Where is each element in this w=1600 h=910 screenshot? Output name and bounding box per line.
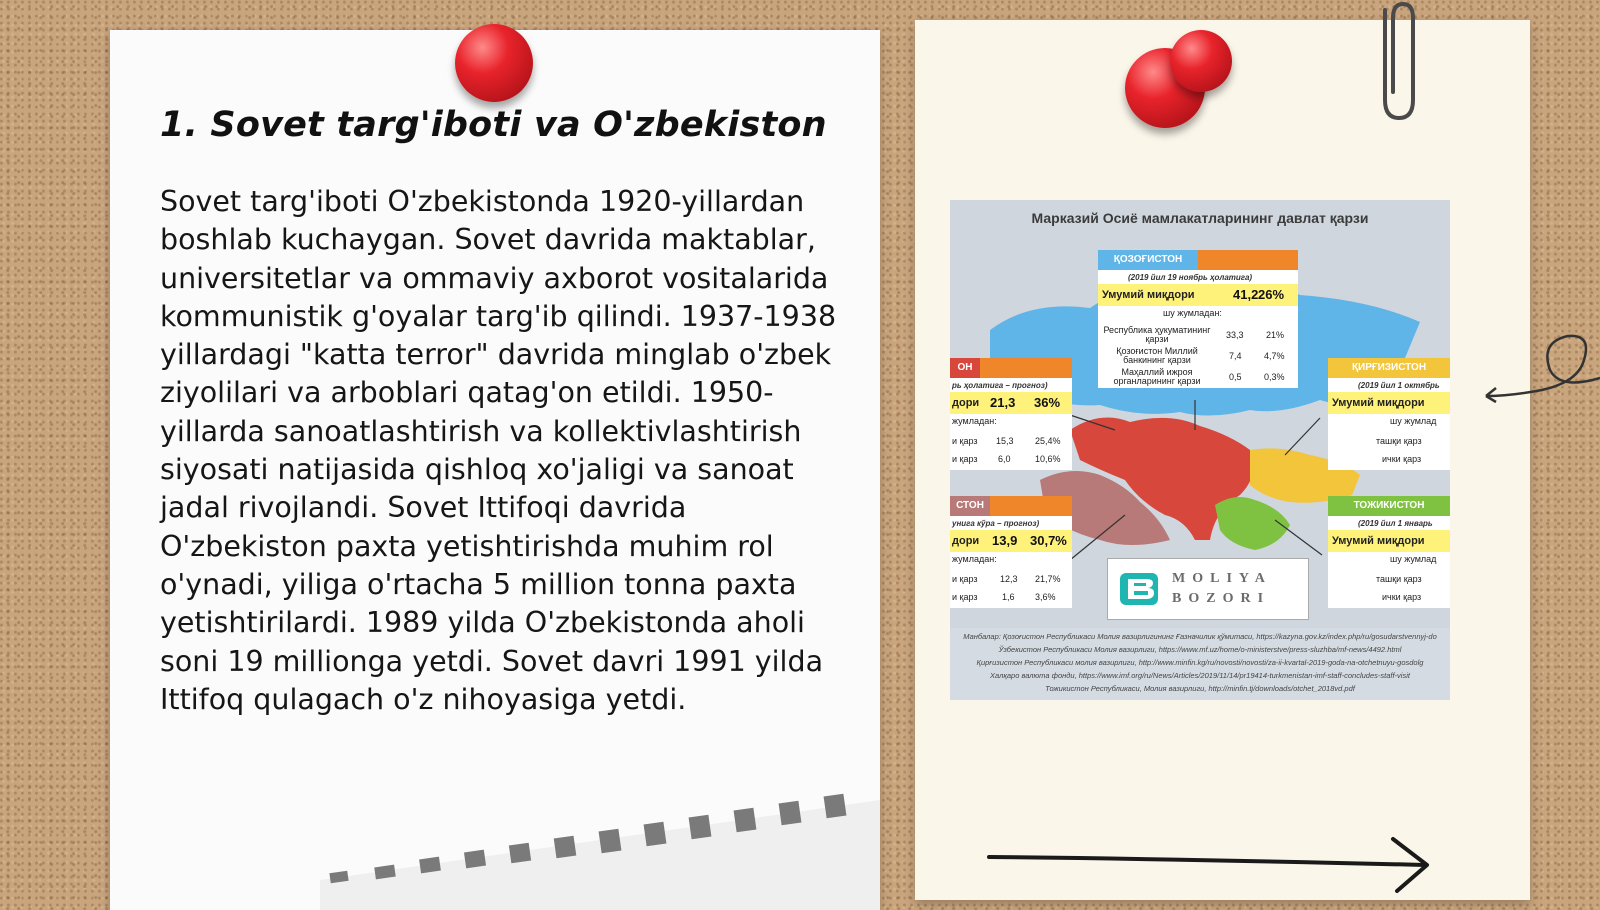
kazakhstan-row-value: 33,3 bbox=[1226, 330, 1244, 340]
kazakhstan-row-pct: 4,7% bbox=[1264, 351, 1285, 361]
kazakhstan-row-value: 0,5 bbox=[1229, 372, 1242, 382]
tajikistan-debt-box bbox=[1328, 496, 1450, 608]
kazakhstan-row-pct: 0,3% bbox=[1264, 372, 1285, 382]
kazakhstan-debt-box bbox=[1098, 250, 1298, 388]
left-top-debt-box bbox=[950, 358, 1072, 470]
left-top-total-pct: 36% bbox=[1034, 395, 1061, 410]
left-top-row-label: и қарз bbox=[952, 436, 978, 446]
paperclip-icon bbox=[1375, 0, 1423, 125]
kyrgyzstan-date: (2019 йил 1 октябрь bbox=[1358, 381, 1440, 390]
left-bottom-name: СТОН bbox=[956, 500, 984, 511]
source-line: Қирғизистон Республикаси молия вазирлиги, http://www.minfin.kg/ru/novosti/novosti/za-ii-kvartal-2019-goda-na-otchetnuyu-gosdolg bbox=[976, 658, 1424, 667]
debt-infographic-image bbox=[950, 200, 1450, 700]
left-top-sub-label: жумладан: bbox=[952, 416, 997, 426]
red-pushpin-left bbox=[455, 24, 533, 102]
left-top-row-pct: 10,6% bbox=[1035, 454, 1061, 464]
kazakhstan-sub-label: шу жумладан: bbox=[1163, 308, 1222, 318]
slide-body-text: Sovet targ'iboti O'zbekistonda 1920-yillardan boshlab kuchaygan. Sovet davrida maktablar, universitetlar va ommaviy axborot vositalarida kommunistik g'oyalar targ'ib qilindi. 1937-1938 yillardagi "katta terror" davrida minglab o'zbek ziyolilari va arboblari qatag'on etildi. 1950-yillarda sanoatlashtirish va kollektivlashtirish siyosati natijasida qishloq xo'jaligi va sanoat jadal rivojlandi. Sovet Ittifoqi davrida O'zbekiston paxta yetishtirishda muhim rol o'ynadi, yiliga o'rtacha 5 million tonna paxta yetishtirilardi. 1989 yilda O'zbekistonda aholi soni 19 millionga yetdi. Sovet davri 1991 yilda Ittifoq qulagach o'z nihoyasiga yetdi. bbox=[160, 185, 837, 716]
tajikistan-sub-label: шу жумлад bbox=[1390, 554, 1437, 564]
kazakhstan-row-label: Қозоғистон Миллий банкининг қарзи bbox=[1116, 346, 1198, 365]
loop-arrow-doodle-icon bbox=[1480, 300, 1600, 420]
tajikistan-row-label: ташқи қарз bbox=[1376, 574, 1422, 584]
infographic-title: Марказий Осиё мамлакатларининг давлат қарзи bbox=[1031, 210, 1369, 226]
left-top-row-pct: 25,4% bbox=[1035, 436, 1061, 446]
left-bottom-sub-label: жумладан: bbox=[952, 554, 997, 564]
left-bottom-date: унига кўра – прогноз) bbox=[952, 519, 1040, 528]
left-top-total-label: дори bbox=[952, 397, 980, 409]
left-bottom-total-pct: 30,7% bbox=[1030, 533, 1067, 548]
kyrgyzstan-row-label: ташқи қарз bbox=[1376, 436, 1422, 446]
right-arrow-icon bbox=[985, 835, 1445, 895]
slide-title: 1. Sovet targ'iboti va O'zbekiston bbox=[160, 105, 827, 145]
kyrgyzstan-row-label: ички қарз bbox=[1382, 454, 1422, 464]
kazakhstan-total-value: 41,2 bbox=[1233, 287, 1259, 302]
torn-paper-edge bbox=[320, 790, 880, 910]
logo-line-1: MOLIYA bbox=[1172, 571, 1272, 586]
left-bottom-row-label: и қарз bbox=[952, 574, 978, 584]
tajikistan-date: (2019 йил 1 январь bbox=[1358, 519, 1433, 528]
left-bottom-row-label: и қарз bbox=[952, 592, 978, 602]
logo-line-2: BOZORI bbox=[1172, 591, 1271, 606]
left-top-row-value: 6,0 bbox=[998, 454, 1011, 464]
kyrgyzstan-total-label: Умумий миқдори bbox=[1332, 397, 1425, 409]
kazakhstan-total-pct: 26% bbox=[1258, 287, 1285, 302]
left-bottom-row-pct: 3,6% bbox=[1035, 592, 1056, 602]
kazakhstan-row-value: 7,4 bbox=[1229, 351, 1242, 361]
left-top-row-value: 15,3 bbox=[996, 436, 1014, 446]
kyrgyzstan-sub-label: шу жумлад bbox=[1390, 416, 1437, 426]
source-line: Манбалар: Қозоғистон Республикаси Молия вазирлигининг Ғазначилик қўмитаси, https://kazyna.gov.kz/index.php/ru/gosudarstvennyj-do bbox=[963, 632, 1437, 641]
kazakhstan-name: ҚОЗОҒИСТОН bbox=[1113, 254, 1183, 265]
moliya-bozori-logo-icon bbox=[1120, 571, 1162, 607]
moliya-bozori-logo bbox=[1107, 558, 1309, 620]
kazakhstan-row-label: Маҳаллий ижроя органларининг қарзи bbox=[1113, 367, 1201, 386]
kyrgyzstan-debt-box bbox=[1328, 358, 1450, 470]
infographic-sources bbox=[950, 628, 1450, 700]
tajikistan-name: ТОЖИКИСТОН bbox=[1353, 500, 1425, 511]
kyrgyzstan-name: ҚИРҒИЗИСТОН bbox=[1351, 362, 1427, 373]
kazakhstan-row-label: Республика ҳукуматининг қарзи bbox=[1103, 325, 1211, 344]
left-bottom-row-value: 1,6 bbox=[1002, 592, 1015, 602]
tajikistan-row-label: ички қарз bbox=[1382, 592, 1422, 602]
red-pushpin-right-front bbox=[1170, 30, 1232, 92]
source-line: Тожикистон Республикаси, Молия вазирлиги, http://minfin.tj/downloads/otchet_2018vd.pdf bbox=[1045, 684, 1355, 693]
left-bottom-debt-box bbox=[950, 496, 1072, 608]
left-bottom-row-value: 12,3 bbox=[1000, 574, 1018, 584]
kazakhstan-date: (2019 йил 19 ноябрь ҳолатига) bbox=[1128, 273, 1253, 282]
left-bottom-row-pct: 21,7% bbox=[1035, 574, 1061, 584]
tajikistan-total-label: Умумий миқдори bbox=[1332, 535, 1425, 547]
source-line: Халқаро валюта фонди, https://www.imf.org/ru/News/Articles/2019/11/14/pr19414-turkmenistan-imf-staff-concludes-staff-visit bbox=[990, 671, 1410, 680]
left-bottom-total-value: 13,9 bbox=[992, 533, 1018, 548]
kazakhstan-total-label: Умумий миқдори bbox=[1102, 289, 1195, 301]
left-top-name: ОН bbox=[957, 362, 973, 373]
left-top-date: рь ҳолатига – прогноз) bbox=[952, 381, 1048, 390]
source-line: Ўзбекистон Республикаси Молия вазирлиги, https://www.mf.uz/home/o-ministerstve/press-sluzhba/mf-news/4492.html bbox=[998, 645, 1402, 654]
kazakhstan-row-pct: 21% bbox=[1266, 330, 1285, 340]
left-top-total-value: 21,3 bbox=[990, 395, 1016, 410]
left-bottom-total-label: дори bbox=[952, 535, 980, 547]
left-top-row-label: и қарз bbox=[952, 454, 978, 464]
